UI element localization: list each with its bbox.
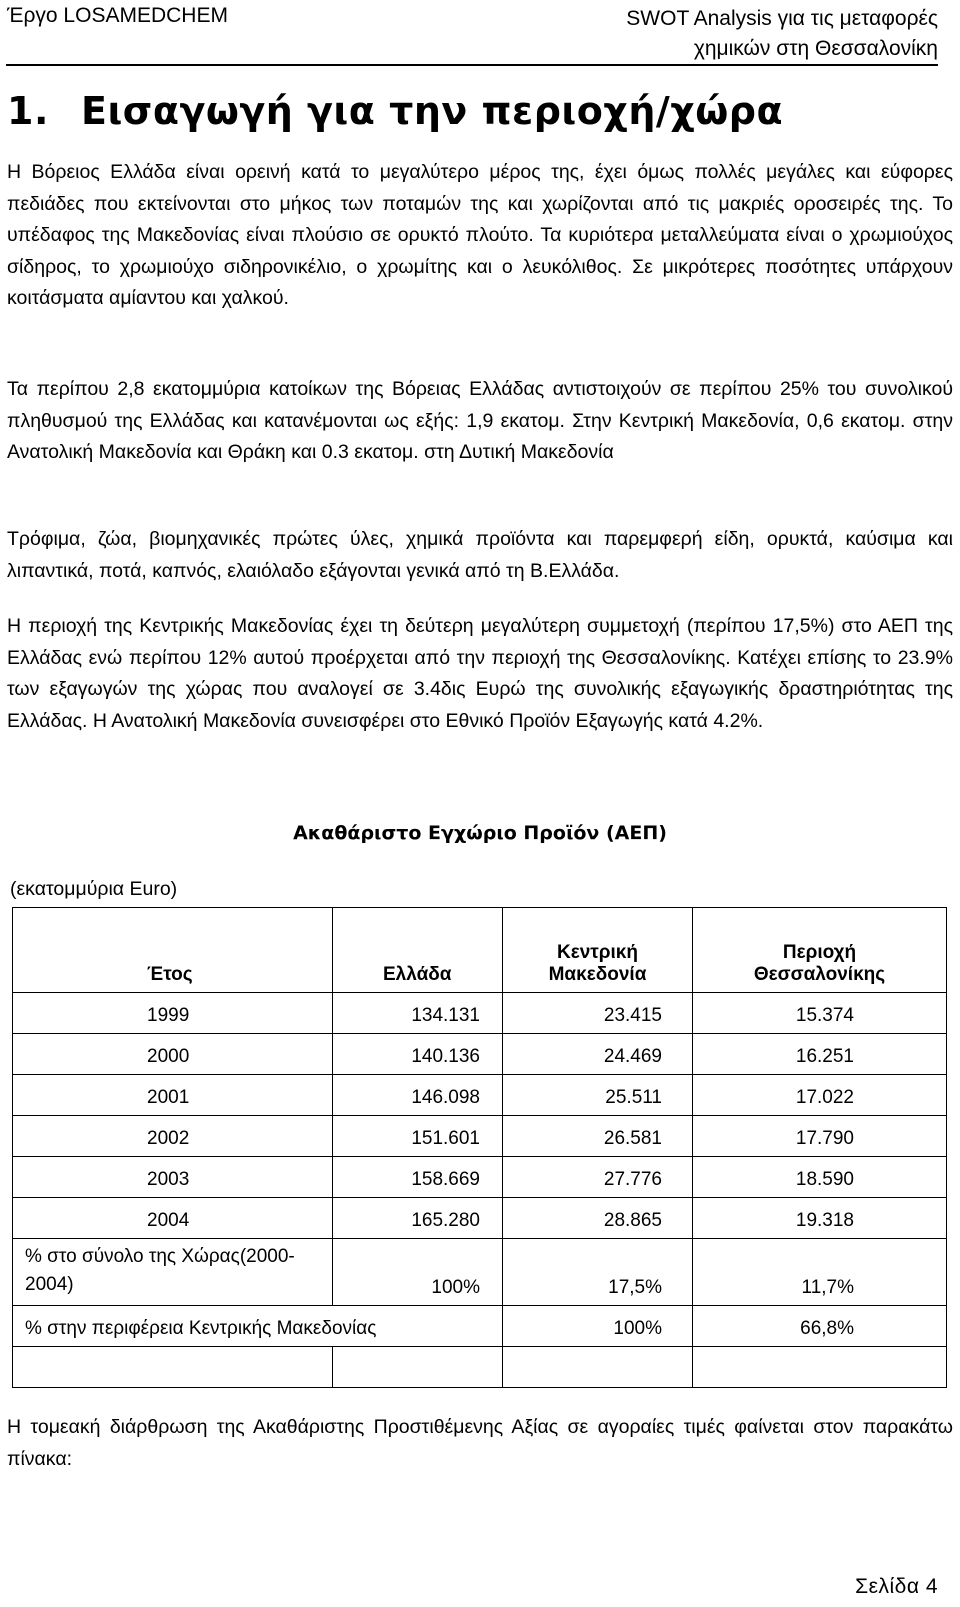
header-central-macedonia [503,908,693,993]
table-title: Ακαθάριστο Εγχώριο Προϊόν (ΑΕΠ) [293,822,667,844]
paragraph-geography: Η Βόρειος Ελλάδα είναι ορεινή κατά το μεγαλύτερο μέρος της, έχει όμως πολλές μεγάλες και εύφορες πεδιάδες που εκτείνονται στο μήκος των ποταμών της και χωρίζονται από τις μακριές οροσειρές της. Το υπέδαφος της Μακεδονίας είναι πλούσιο σε ορυκτό πλούτο. Τα κυριότερα μεταλλεύματα είναι ο χρωμιούχος σίδηρος, το χρωμιούχο σιδηρονικέλιο, ο χρωμίτης και ο λευκόλιθος. Σε μικρότερες ποσότητες υπάρχουν κοιτάσματα αμίαντου και χαλκού. [7,161,953,309]
cell-central: 26.581 [503,1116,693,1157]
cell-year: 2001 [13,1075,333,1116]
table-row-pct-country [13,1239,947,1306]
cell-greece: 134.131 [333,993,503,1034]
cell-greece: 165.280 [333,1198,503,1239]
header-rule [6,64,938,66]
cell-blank [693,1347,947,1388]
table-units: (εκατομμύρια Euro) [10,878,178,900]
cell-year: 2003 [13,1157,333,1198]
cell-region: 17.790 [693,1116,947,1157]
cell-region: 15.374 [693,993,947,1034]
cell-blank [333,1347,503,1388]
cell-blank [13,1347,333,1388]
cell-greece: 151.601 [333,1116,503,1157]
cell-pct-country-label [13,1239,333,1306]
table-row [13,993,947,1034]
cell-pct-region-label: % στην περιφέρεια Κεντρικής Μακεδονίας [13,1306,503,1347]
table-header-row [13,908,947,993]
table-row [13,1157,947,1198]
cell-pct-region-region: 66,8% [693,1306,947,1347]
cell-year: 2004 [13,1198,333,1239]
cell-central: 27.776 [503,1157,693,1198]
header-title-line-2: χημικών στη Θεσσαλονίκη [693,37,938,60]
cell-central: 28.865 [503,1198,693,1239]
table-row-pct-region [13,1306,947,1347]
section-number: 1. [7,89,49,133]
cell-central: 25.511 [503,1075,693,1116]
header-title-line-1: SWOT Analysis για τις μεταφορές [626,7,938,30]
section-heading [7,89,783,133]
header-year: Έτος [13,908,333,993]
cell-region: 18.590 [693,1157,947,1198]
cell-region: 16.251 [693,1034,947,1075]
header-greece: Ελλάδα [333,908,503,993]
paragraph-gva-intro: Η τομεακή διάρθρωση της Ακαθάριστης Προστιθέμενης Αξίας σε αγοραίες τιμές φαίνεται στον παρακάτω πίνακα: [7,1416,953,1470]
table-row [13,1116,947,1157]
cell-region: 19.318 [693,1198,947,1239]
table-row [13,1198,947,1239]
table-row [13,1075,947,1116]
cell-year: 1999 [13,993,333,1034]
header-thessaloniki [693,908,947,993]
cell-year: 2000 [13,1034,333,1075]
paragraph-exports: Τρόφιμα, ζώα, βιομηχανικές πρώτες ύλες, χημικά προϊόντα και παρεμφερή είδη, ορυκτά, καύσιμα και λιπαντικά, ποτά, καπνός, ελαιόλαδο εξάγονται γενικά από τη Β.Ελλάδα. [7,528,953,582]
pct-country-label-line-1: % στο σύνολο της Χώρας(2000- [25,1246,295,1267]
table-row-blank [13,1347,947,1388]
cell-central: 24.469 [503,1034,693,1075]
cell-pct-country-region: 11,7% [693,1239,947,1306]
header-central-line-2: Μακεδονία [548,964,647,985]
cell-pct-region-central: 100% [503,1306,693,1347]
paragraph-gdp-share: Η περιοχή της Κεντρικής Μακεδονίας έχει τη δεύτερη μεγαλύτερη συμμετοχή (περίπου 17,5%) στο ΑΕΠ της Ελλάδας ενώ περίπου 12% αυτού προέρχεται από την περιοχή της Θεσσαλονίκης. Κατέχει επίσης το 23.9% των εξαγωγών της χώρας που αναλογεί σε 3.4δις Ευρώ της συνολικής εξαγωγικής δραστηριότητας της Ελλάδας. Η Ανατολική Μακεδονία συνεισφέρει στο Εθνικό Προϊόν Εξαγωγής κατά 4.2%. [7,615,953,732]
pct-country-label-line-2: 2004) [25,1274,74,1295]
cell-greece: 140.136 [333,1034,503,1075]
cell-pct-country-central: 17,5% [503,1239,693,1306]
header-central-line-1: Κεντρική [556,942,639,963]
cell-greece: 158.669 [333,1157,503,1198]
paragraph-population: Τα περίπου 2,8 εκατομμύρια κατοίκων της Βόρειας Ελλάδας αντιστοιχούν σε περίπου 25% του συνολικού πληθυσμού της Ελλάδας και κατανέμονται ως εξής: 1,9 εκατομ. Στην Κεντρική Μακεδονία, 0,6 εκατομ. στην Ανατολική Μακεδονία και Θράκη και 0.3 εκατομ. στη Δυτική Μακεδονία [7,378,953,463]
cell-greece: 146.098 [333,1075,503,1116]
cell-pct-country-greece: 100% [333,1239,503,1306]
gdp-table [12,907,947,1388]
section-title: Εισαγωγή για την περιοχή/χώρα [81,89,784,133]
cell-year: 2002 [13,1116,333,1157]
header-region-line-1: Περιοχή [782,942,857,963]
cell-blank [503,1347,693,1388]
header-region-line-2: Θεσσαλονίκης [753,964,886,985]
cell-central: 23.415 [503,993,693,1034]
header-document-title [626,4,938,64]
table-row [13,1034,947,1075]
page-number: Σελίδα 4 [855,1575,938,1598]
cell-region: 17.022 [693,1075,947,1116]
header-project-name: Έργο LOSAMEDCHEM [7,4,228,27]
